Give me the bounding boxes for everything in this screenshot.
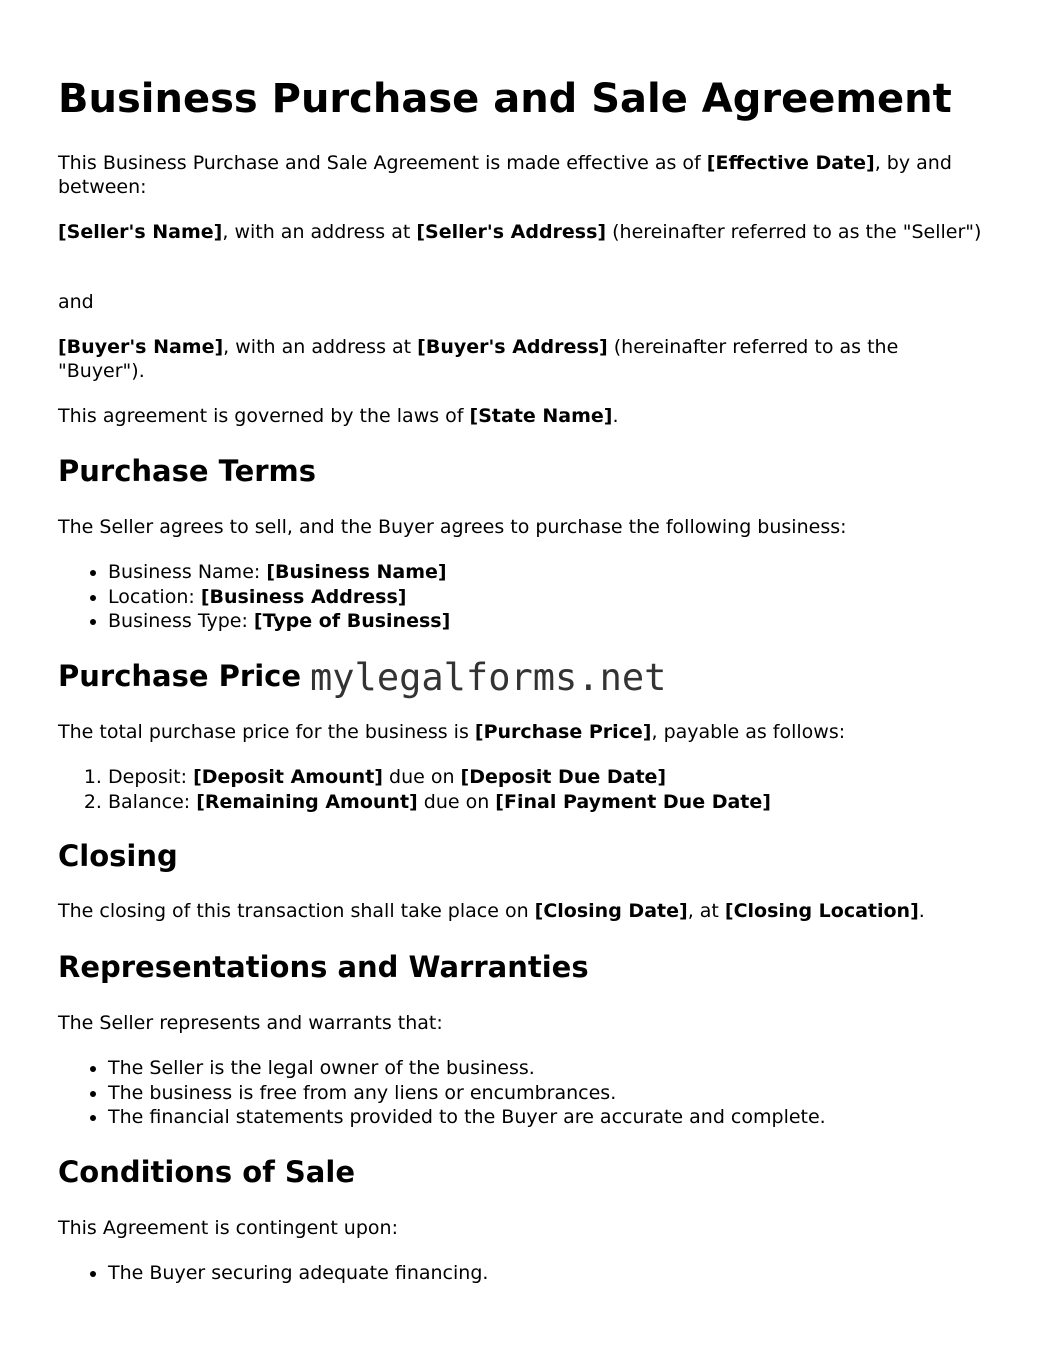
buyer-name-placeholder: [Buyer's Name]	[58, 336, 224, 358]
buyer-address-placeholder: [Buyer's Address]	[417, 336, 608, 358]
representations-heading: Representations and Warranties	[58, 950, 589, 984]
purchase-price-heading: Purchase Price	[58, 659, 301, 693]
closing-text-2: , at	[687, 900, 725, 922]
conditions-heading: Conditions of Sale	[58, 1155, 355, 1189]
watermark-text: mylegalforms.net	[310, 656, 667, 699]
intro-text-1: This Business Purchase and Sale Agreement is made effective as of	[58, 152, 707, 174]
item-amount: [Deposit Amount]	[193, 766, 383, 788]
intro-paragraph	[58, 151, 988, 199]
list-item	[108, 560, 988, 585]
seller-text-1: , with an address at	[222, 221, 417, 243]
governing-text-2: .	[612, 405, 619, 427]
item-label: Location:	[108, 585, 201, 608]
item-value: [Type of Business]	[253, 610, 451, 632]
list-item	[108, 765, 988, 790]
closing-location-placeholder: [Closing Location]	[724, 900, 919, 922]
item-label: Business Type:	[108, 610, 254, 632]
list-item: • The Buyer securing adequate financing.	[108, 1261, 988, 1286]
closing-paragraph	[58, 899, 988, 923]
closing-heading: Closing	[58, 839, 178, 873]
representations-list	[58, 1056, 988, 1130]
item-mid: due on	[417, 790, 496, 813]
list-item	[108, 790, 988, 815]
conditions-list	[58, 1261, 988, 1286]
buyer-text-2: (hereinafter referred to as the "Buyer").	[58, 336, 899, 382]
item-value: [Business Name]	[266, 561, 447, 583]
seller-name-placeholder: [Seller's Name]	[58, 221, 223, 243]
governing-law-paragraph	[58, 404, 988, 428]
seller-address-placeholder: [Seller's Address]	[416, 221, 607, 243]
item-label: Balance:	[108, 790, 197, 813]
item-amount: [Remaining Amount]	[196, 790, 418, 813]
purchase-terms-heading: Purchase Terms	[58, 454, 317, 488]
list-item: • The business is free from any liens or encumbrances.	[108, 1081, 988, 1106]
item-date: [Deposit Due Date]	[460, 766, 667, 788]
item-mid: due on	[382, 766, 461, 788]
intro-text-2: , by and between:	[58, 152, 952, 198]
list-item	[108, 585, 988, 610]
seller-paragraph	[58, 220, 988, 244]
purchase-price-placeholder: [Purchase Price]	[474, 721, 652, 743]
closing-text-1: The closing of this transaction shall take place on	[58, 900, 535, 922]
closing-text-3: .	[918, 900, 925, 922]
effective-date-placeholder: [Effective Date]	[706, 152, 875, 174]
list-item	[108, 609, 988, 634]
list-item: • The Seller is the legal owner of the business.	[108, 1056, 988, 1081]
conditions-intro: This Agreement is contingent upon:	[58, 1217, 398, 1239]
closing-date-placeholder: [Closing Date]	[534, 900, 688, 922]
governing-text-1: This agreement is governed by the laws of	[58, 405, 470, 427]
item-label: Deposit:	[108, 766, 194, 788]
price-text-2: , payable as follows:	[651, 721, 846, 743]
item-date: [Final Payment Due Date]	[495, 790, 771, 813]
payment-schedule-list	[58, 765, 988, 814]
and-paragraph: and	[58, 291, 94, 313]
representations-intro: The Seller represents and warrants that:	[58, 1012, 443, 1034]
price-text-1: The total purchase price for the business is	[58, 721, 475, 743]
state-name-placeholder: [State Name]	[469, 405, 613, 427]
purchase-terms-list	[58, 560, 988, 634]
purchase-price-paragraph	[58, 720, 988, 744]
seller-text-2: (hereinafter referred to as the "Seller")	[606, 221, 982, 243]
item-label: Business Name:	[108, 561, 267, 583]
purchase-terms-intro: The Seller agrees to sell, and the Buyer agrees to purchase the following business:	[58, 516, 847, 538]
list-item: • The financial statements provided to the Buyer are accurate and complete.	[108, 1105, 988, 1130]
item-value: [Business Address]	[200, 585, 407, 608]
document-title: Business Purchase and Sale Agreement	[58, 76, 952, 122]
buyer-paragraph	[58, 335, 988, 383]
buyer-text-1: , with an address at	[223, 336, 418, 358]
